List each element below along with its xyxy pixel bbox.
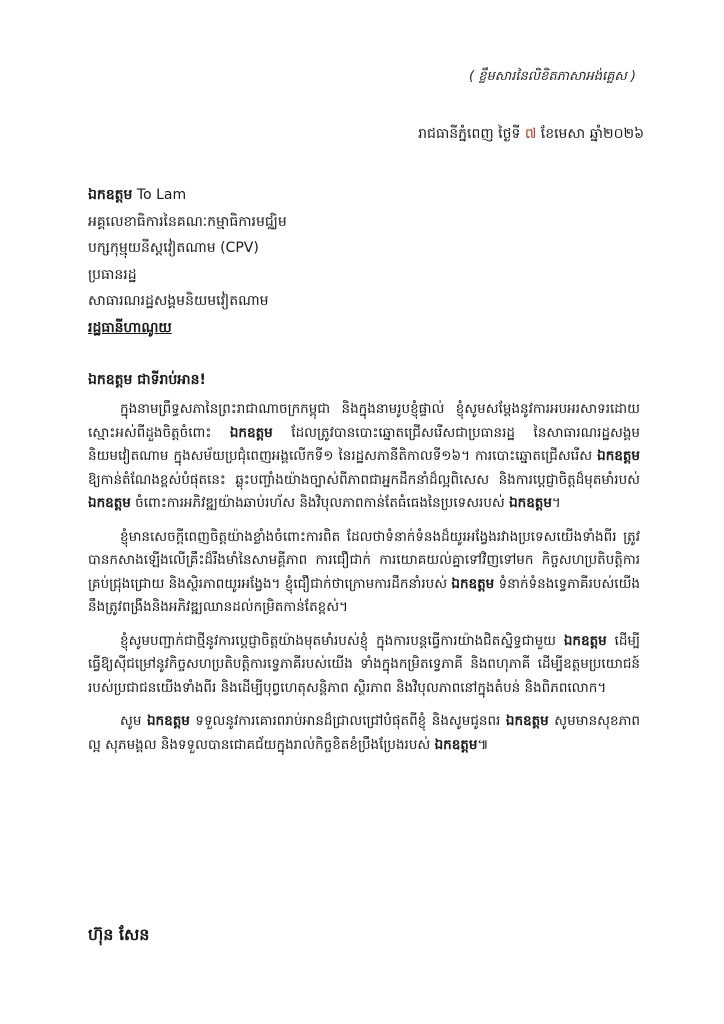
paragraph-2 [88, 526, 640, 620]
recipient-city: រដ្ឋធានីហាណូយ [88, 319, 172, 336]
p1-text-2: ដែលត្រូវបានបោះឆ្នោតជ្រើសរើសជាប្រធានរដ្ឋ នៃសាធារណរដ្ឋសង្គមនិយមវៀតណាម ក្នុងសម័យប្រជុំពេញអង្គលើកទី១ នៃរដ្ឋសភានីតិកាលទី១៦។ ការបោះឆ្នោតជ្រើសរើស [88, 424, 641, 464]
salutation: ឯកឧត្តម ជាទីរាប់អាន! [88, 372, 206, 388]
date-line [418, 124, 644, 145]
letter-body [88, 398, 640, 767]
recipient-title-4: សាធារណរដ្ឋសង្គមនិយមវៀតណាម [88, 293, 269, 309]
date-prefix: រាជធានីភ្នំពេញ ថ្ងៃទី [418, 126, 525, 142]
p3-text-1: ខ្ញុំសូមបញ្ជាក់ជាថ្មីនូវការប្តេជ្ញាចិត្តយ៉ាងមុតមាំរបស់ខ្ញុំ ក្នុងការបន្តធ្វើការយ៉ាងជិតស្និទ្ធជាមួយ [120, 632, 564, 649]
recipient-title-3: ប្រធានរដ្ឋ [88, 266, 137, 283]
p3-excellency-1: ឯកឧត្តម [563, 632, 607, 649]
p4-text-3: សូមមានសុខភាពល្អ សុភមង្គល និងទទួលបានជោគជ័យក្នុងរាល់កិច្ចខិតខំប្រឹងប្រែងរបស់ [88, 713, 640, 753]
p1-excellency-4: ឯកឧត្តម [509, 495, 552, 511]
p1-text-4: ចំពោះការអភិវឌ្ឍយ៉ាងឆាប់រហ័ស និងវិបុលភាពកាន់តែធំធេងនៃប្រទេសរបស់ [130, 495, 510, 511]
date-day: ៧ [524, 126, 537, 142]
p4-text-4: ៕ [477, 736, 489, 753]
p2-excellency-1: ឯកឧត្តម [451, 575, 495, 592]
p4-text-2: ទទួលនូវការគោរពរាប់អានដ៏ជ្រាលជ្រៅបំផុតពីខ្ញុំ និងសូមជូនពរ [189, 713, 506, 729]
p1-text-5: ។ [551, 495, 561, 511]
p1-excellency-3: ឯកឧត្តម [88, 495, 131, 511]
recipient-name-line [88, 182, 648, 209]
recipient-name: To Lam [136, 187, 187, 203]
p1-text-3: ឱ្យកាន់តំណែងខ្ពស់បំផុតនេះ ឆ្លុះបញ្ចាំងយ៉ាងច្បាស់ពីភាពជាអ្នកដឹកនាំដ៏ល្អពិសេស និងការប្តេជ្ញាចិត្តដ៏មុតមាំរបស់ [88, 471, 640, 488]
date-suffix: ខែមេសា ឆ្នាំ២០២៦ [536, 126, 644, 142]
recipient-title-1: អគ្គលេខាធិការនៃគណៈកម្មាធិការមជ្ឈិម [88, 213, 287, 230]
p4-excellency-1: ឯកឧត្តម [146, 713, 190, 729]
paragraph-3 [88, 630, 640, 701]
recipient-honorific: ឯកឧត្តម [88, 187, 133, 203]
p1-excellency-1: ឯកឧត្តម [229, 424, 273, 441]
p4-text-1: សូម [120, 713, 147, 729]
recipient-title-2: បក្សកុម្មុយនីស្តវៀតណាម (CPV) [88, 240, 259, 256]
paragraph-4 [88, 710, 640, 757]
p2-text-1: ខ្ញុំមានសេចក្តីពេញចិត្តយ៉ាងខ្លាំងចំពោះការពិត ដែលថាទំនាក់ទំនងដ៏យូរអង្វែងរវាងប្រទេសយើងទាំងពីរ ត្រូវបានកសាងឡើងលើគ្រឹះដ៏រឹងមាំនៃសាមគ្គីភាព ការជឿជាក់ ការយោគយល់គ្នាទៅវិញទៅមក កិច្ចសហប្រតិបត្តិការគ្រប់ជ្រុងជ្រោយ និងស្ថិរភាពយូរអង្វែង។ ខ្ញុំជឿជាក់ថាក្រោមការដឹកនាំរបស់ [88, 528, 640, 592]
translation-note: ( ខ្លឹមសារនៃលិខិតភាសាអង់គ្លេស ) [469, 69, 636, 84]
p2-text-2: ទំនាក់ទំនងទ្វេភាគីរបស់យើង នឹងត្រូវពង្រឹងនិងអភិវឌ្ឍឈានដល់កម្រិតកាន់តែខ្ពស់។ [88, 575, 641, 615]
p1-excellency-2: ឯកឧត្តម [597, 448, 640, 464]
paragraph-1 [88, 398, 640, 516]
signature-name: ហ៊ុន សែន [88, 925, 150, 944]
p4-excellency-2: ឯកឧត្តម [505, 713, 549, 729]
p3-text-2: ដើម្បីធ្វើឱ្យស៊ីជម្រៅនូវកិច្ចសហប្រតិបត្តិការទ្វេភាគីរបស់យើង ទាំងក្នុងកម្រិតទ្វេភាគី និងពហុភាគី ដើម្បីឧត្តមប្រយោជន៍របស់ប្រជាជនយើងទាំងពីរ និងដើម្បីបុព្វហេតុសន្តិភាព ស្ថិរភាព និងវិបុលភាពនៅក្នុងតំបន់ និងពិភពលោក។ [88, 632, 640, 696]
recipient-block [88, 182, 648, 341]
p4-excellency-3: ឯកឧត្តម [434, 736, 478, 753]
p1-text-1: ក្នុងនាមព្រឹទ្ធសភានៃព្រះរាជាណាចក្រកម្ពុជា និងក្នុងនាមរូបខ្ញុំផ្ទាល់ ខ្ញុំសូមសម្តែងនូវការអបអរសាទរដោយស្មោះអស់ពីដួងចិត្តចំពោះ [88, 401, 640, 441]
